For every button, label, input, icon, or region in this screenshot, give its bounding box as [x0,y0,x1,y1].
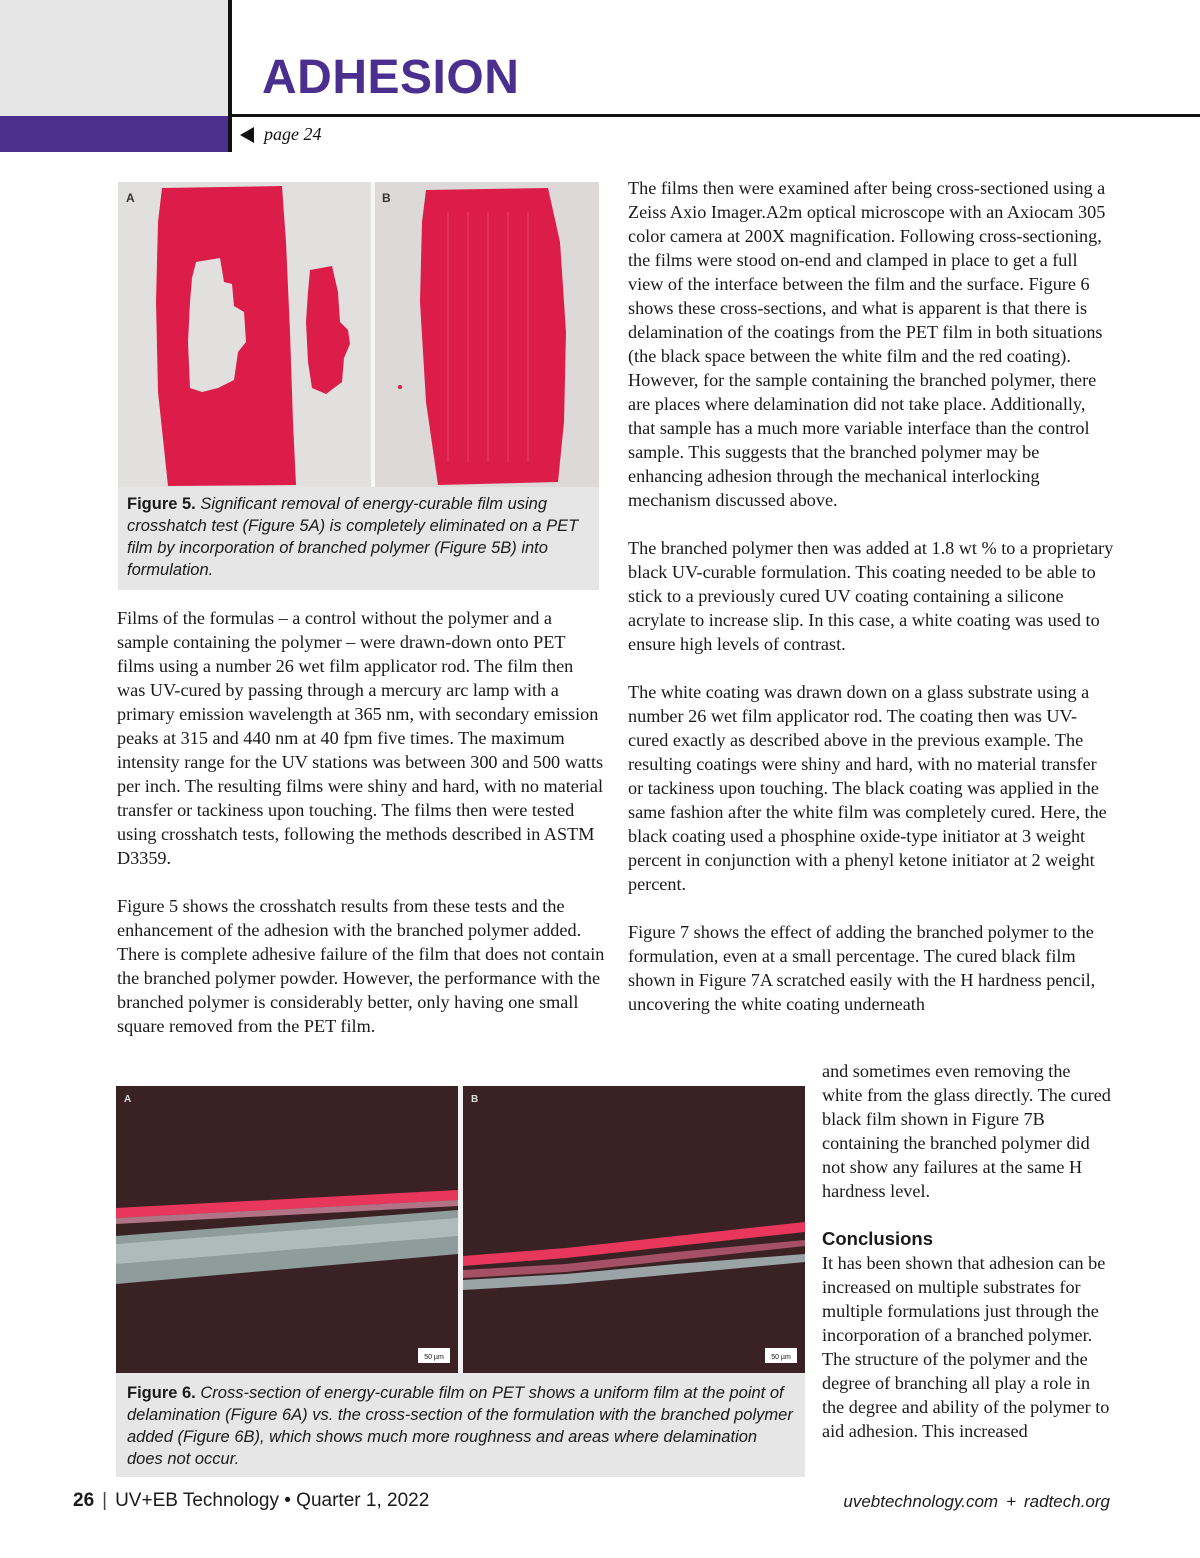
triangle-left-icon [240,127,254,143]
narrow-paragraph-1: and sometimes even removing the white from the glass directly. The cured black film shown in Figure 7B containing the branched polymer did not show any failures at the same H hardness level. [822,1061,1111,1201]
right-column [628,176,1114,1040]
right-paragraph-4: Figure 7 shows the effect of adding the branched polymer to the formulation, even at a small percentage. The cured black film shown in Figure 7A scratched easily with the H hardness pencil, uncovering the white coating underneath [628,922,1096,1014]
narrow-paragraph-2: It has been shown that adhesion can be increased on multiple substrates for multiple formulations just through the incorporation of a branched polymer. The structure of the polymer and the degree of branching all play a role in the degree and ability of the polymer to aid adhesion. This increased [822,1253,1110,1441]
figure-6-caption-label: Figure 6. [127,1384,196,1402]
right-paragraph-2: The branched polymer then was added at 1.8 wt % to a proprietary black UV-curable formulation. This coating needed to be able to stick to a previously cured UV coating containing a silicone acrylate to increase slip. In this case, a white coating was used to ensure high levels of contrast. [628,538,1114,654]
section-title: ADHESION [262,51,520,104]
left-paragraph-2: Figure 5 shows the crosshatch results from these tests and the enhancement of the adhesion with the branched polymer added. There is complete adhesive failure of the film that does not contain the branched polymer powder. However, the performance with the branched polymer is considerably better, only having one small square removed from the PET film. [117,896,605,1036]
figure-6a-label: A [124,1094,132,1105]
site-link-radtech[interactable]: radtech.org [1024,1492,1110,1511]
right-paragraph-1: The films then were examined after being cross-sectioned using a Zeiss Axio Imager.A2m optical microscope with an Axiocam 305 color camera at 200X magnification. Following cross-sectioning, the films were stood on-end and clamped in place to get a full view of the interface between the film and the surface. Figure 6 shows these cross-sections, and what is apparent is that there is delamination of the coatings from the PET film in both situations (the black space between the white film and the red coating). However, for the sample containing the branched polymer, there are places where delamination did not take place. Additionally, that sample has a much more variable interface than the control sample. This suggests that the branched polymer may be enhancing adhesion through the mechanical interlocking mechanism discussed above. [628,178,1106,510]
left-paragraph-1: Films of the formulas – a control without the polymer and a sample containing the polymer – were drawn-down onto PET films using a number 26 wet film applicator rod. The film then was UV-cured by passing through a mercury arc lamp with a primary emission wavelength at 365 nm, with secondary emission peaks at 315 and 440 nm at 40 fpm five times. The maximum intensity range for the UV stations was between 300 and 500 watts per inch. The resulting films were shiny and hard, with no material transfer or tackiness upon touching. The films then were tested using crosshatch tests, following the methods described in ASTM D3359. [117,608,604,868]
figure-6b-label: B [471,1094,479,1105]
header-grey-block [0,0,228,116]
figure-5-photo [118,182,599,487]
figure-5b-label: B [382,191,391,205]
header-horizontal-rule [232,114,1200,117]
right-paragraph-3: The white coating was drawn down on a glass substrate using a number 26 wet film applicator rod. The coating then was UV-cured exactly as described above in the previous example. The resulting coatings were shiny and hard, with no material transfer or tackiness upon touching. The black coating was applied in the same fashion after the white film was completely cured. Here, the black coating used a phosphine oxide-type initiator at 3 weight percent in conjunction with a phenyl ketone initiator at 2 weight percent. [628,682,1107,894]
figure-6b-scale-label: 50 µm [771,1354,791,1361]
figure-6a-scale-label: 50 µm [424,1354,444,1361]
left-column [117,606,605,1062]
figure-5-caption-label: Figure 5. [127,495,196,513]
header-purple-bar [0,116,228,152]
back-page-link[interactable] [240,124,322,145]
footer-left [73,1490,429,1512]
conclusions-heading: Conclusions [822,1228,934,1249]
figure-5a-label: A [126,191,135,205]
footer-right [843,1492,1110,1512]
figure-5-caption-text: Significant removal of energy-curable film using crosshatch test (Figure 5A) is completely eliminated on a PET film by incorporation of branched polymer (Figure 5B) into formulation. [127,495,579,579]
publication-name: UV+EB Technology • Quarter 1, 2022 [115,1490,430,1511]
footer-plus: + [1006,1492,1016,1511]
figure-5b-film [420,188,566,485]
figure-6 [116,1086,805,1477]
figure-6-photo [116,1086,805,1373]
figure-5-caption [127,493,593,581]
site-link-uvebtechnology[interactable]: uvebtechnology.com [843,1492,999,1511]
page-number: 26 [73,1490,95,1511]
figure-6-caption [127,1382,797,1470]
figure-5 [118,182,599,590]
figure-6-caption-text: Cross-section of energy-curable film on PET shows a uniform film at the point of delamination (Figure 6A) vs. the cross-section of the formulation with the branched polymer added (Figure 6B), which shows much more roughness and areas where delamination does not occur. [127,1384,793,1468]
footer-separator: | [102,1490,108,1511]
back-page-link-label: page 24 [264,124,322,144]
header-vertical-rule [228,0,232,152]
narrow-column [822,1059,1114,1467]
